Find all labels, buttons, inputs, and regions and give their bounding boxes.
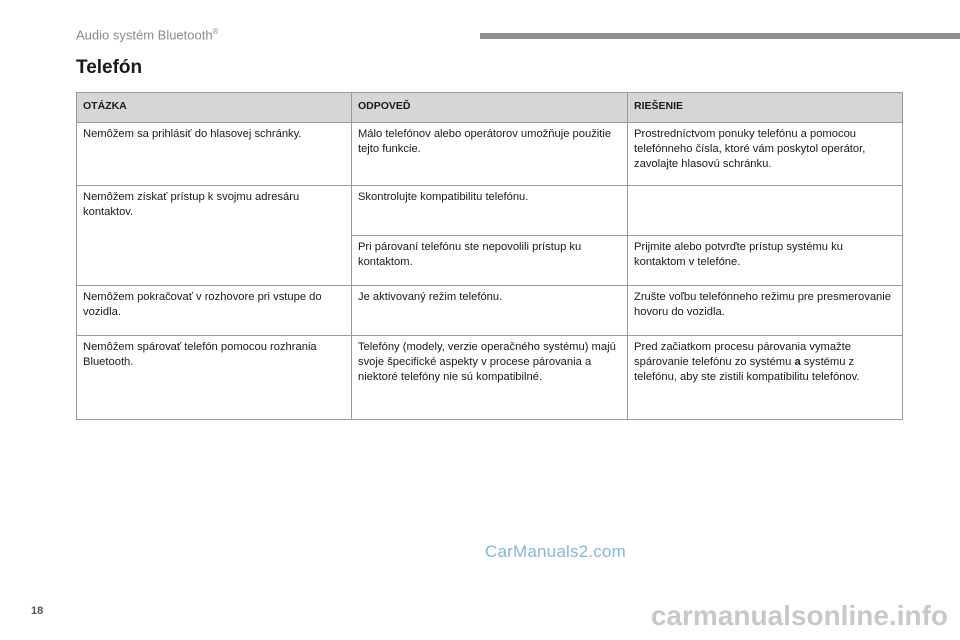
- question-cell: Nemôžem pokračovať v rozhovore pri vstupe do vozidla.: [77, 286, 352, 336]
- question-cell: Nemôžem získať prístup k svojmu adresáru kontaktov.: [77, 186, 352, 286]
- question-cell: Nemôžem sa prihlásiť do hlasovej schránky.: [77, 123, 352, 186]
- table-row: [77, 186, 903, 236]
- solution-cell: Zrušte voľbu telefónneho režimu pre presmerovanie hovoru do vozidla.: [628, 286, 903, 336]
- solution-cell: [628, 336, 903, 420]
- header-answer: ODPOVEĎ: [351, 93, 627, 123]
- page-number: 18: [31, 605, 44, 617]
- answer-cell: Pri párovaní telefónu ste nepovolili prístup ku kontaktom.: [351, 236, 627, 286]
- answer-cell: Málo telefónov alebo operátorov umožňuje použitie tejto funkcie.: [351, 123, 627, 186]
- header-solution: RIEŠENIE: [628, 93, 903, 123]
- solution-text-post: systému z telefónu, aby ste zistili kompatibilitu telefónov.: [634, 356, 860, 383]
- registered-mark: ®: [212, 27, 219, 36]
- solution-cell: Prostredníctvom ponuky telefónu a pomocou telefónneho čísla, ktoré vám poskytol operátor, zavolajte hlasovú schránku.: [628, 123, 903, 186]
- solution-text-bold: a: [794, 356, 801, 368]
- faq-table: [76, 92, 903, 420]
- solution-cell: [628, 186, 903, 236]
- answer-cell: Telefóny (modely, verzie operačného systému) majú svoje špecifické aspekty v procese párovania a niektoré telefóny nie sú kompatibilné.: [351, 336, 627, 420]
- answer-cell: Skontrolujte kompatibilitu telefónu.: [351, 186, 627, 236]
- answer-cell: Je aktivovaný režim telefónu.: [351, 286, 627, 336]
- table-row: [77, 336, 903, 420]
- solution-cell: Prijmite alebo potvrďte prístup systému ku kontaktom v telefóne.: [628, 236, 903, 286]
- site-footer-watermark: carmanualsonline.info: [650, 600, 948, 631]
- section-title-text: Audio systém Bluetooth: [76, 27, 213, 43]
- table-row: [77, 123, 903, 186]
- watermark-link[interactable]: CarManuals2.com: [485, 542, 626, 561]
- table-row: [77, 286, 903, 336]
- header-question: OTÁZKA: [77, 93, 352, 123]
- solution-text-pre: Pred začiatkom procesu párovania vymažte spárovanie telefónu zo systému: [634, 341, 852, 368]
- table-header-row: [77, 93, 903, 123]
- page-title: Telefón: [76, 57, 143, 78]
- section-title: [76, 27, 218, 42]
- header-bar: [480, 33, 960, 39]
- question-cell: Nemôžem spárovať telefón pomocou rozhrania Bluetooth.: [77, 336, 352, 420]
